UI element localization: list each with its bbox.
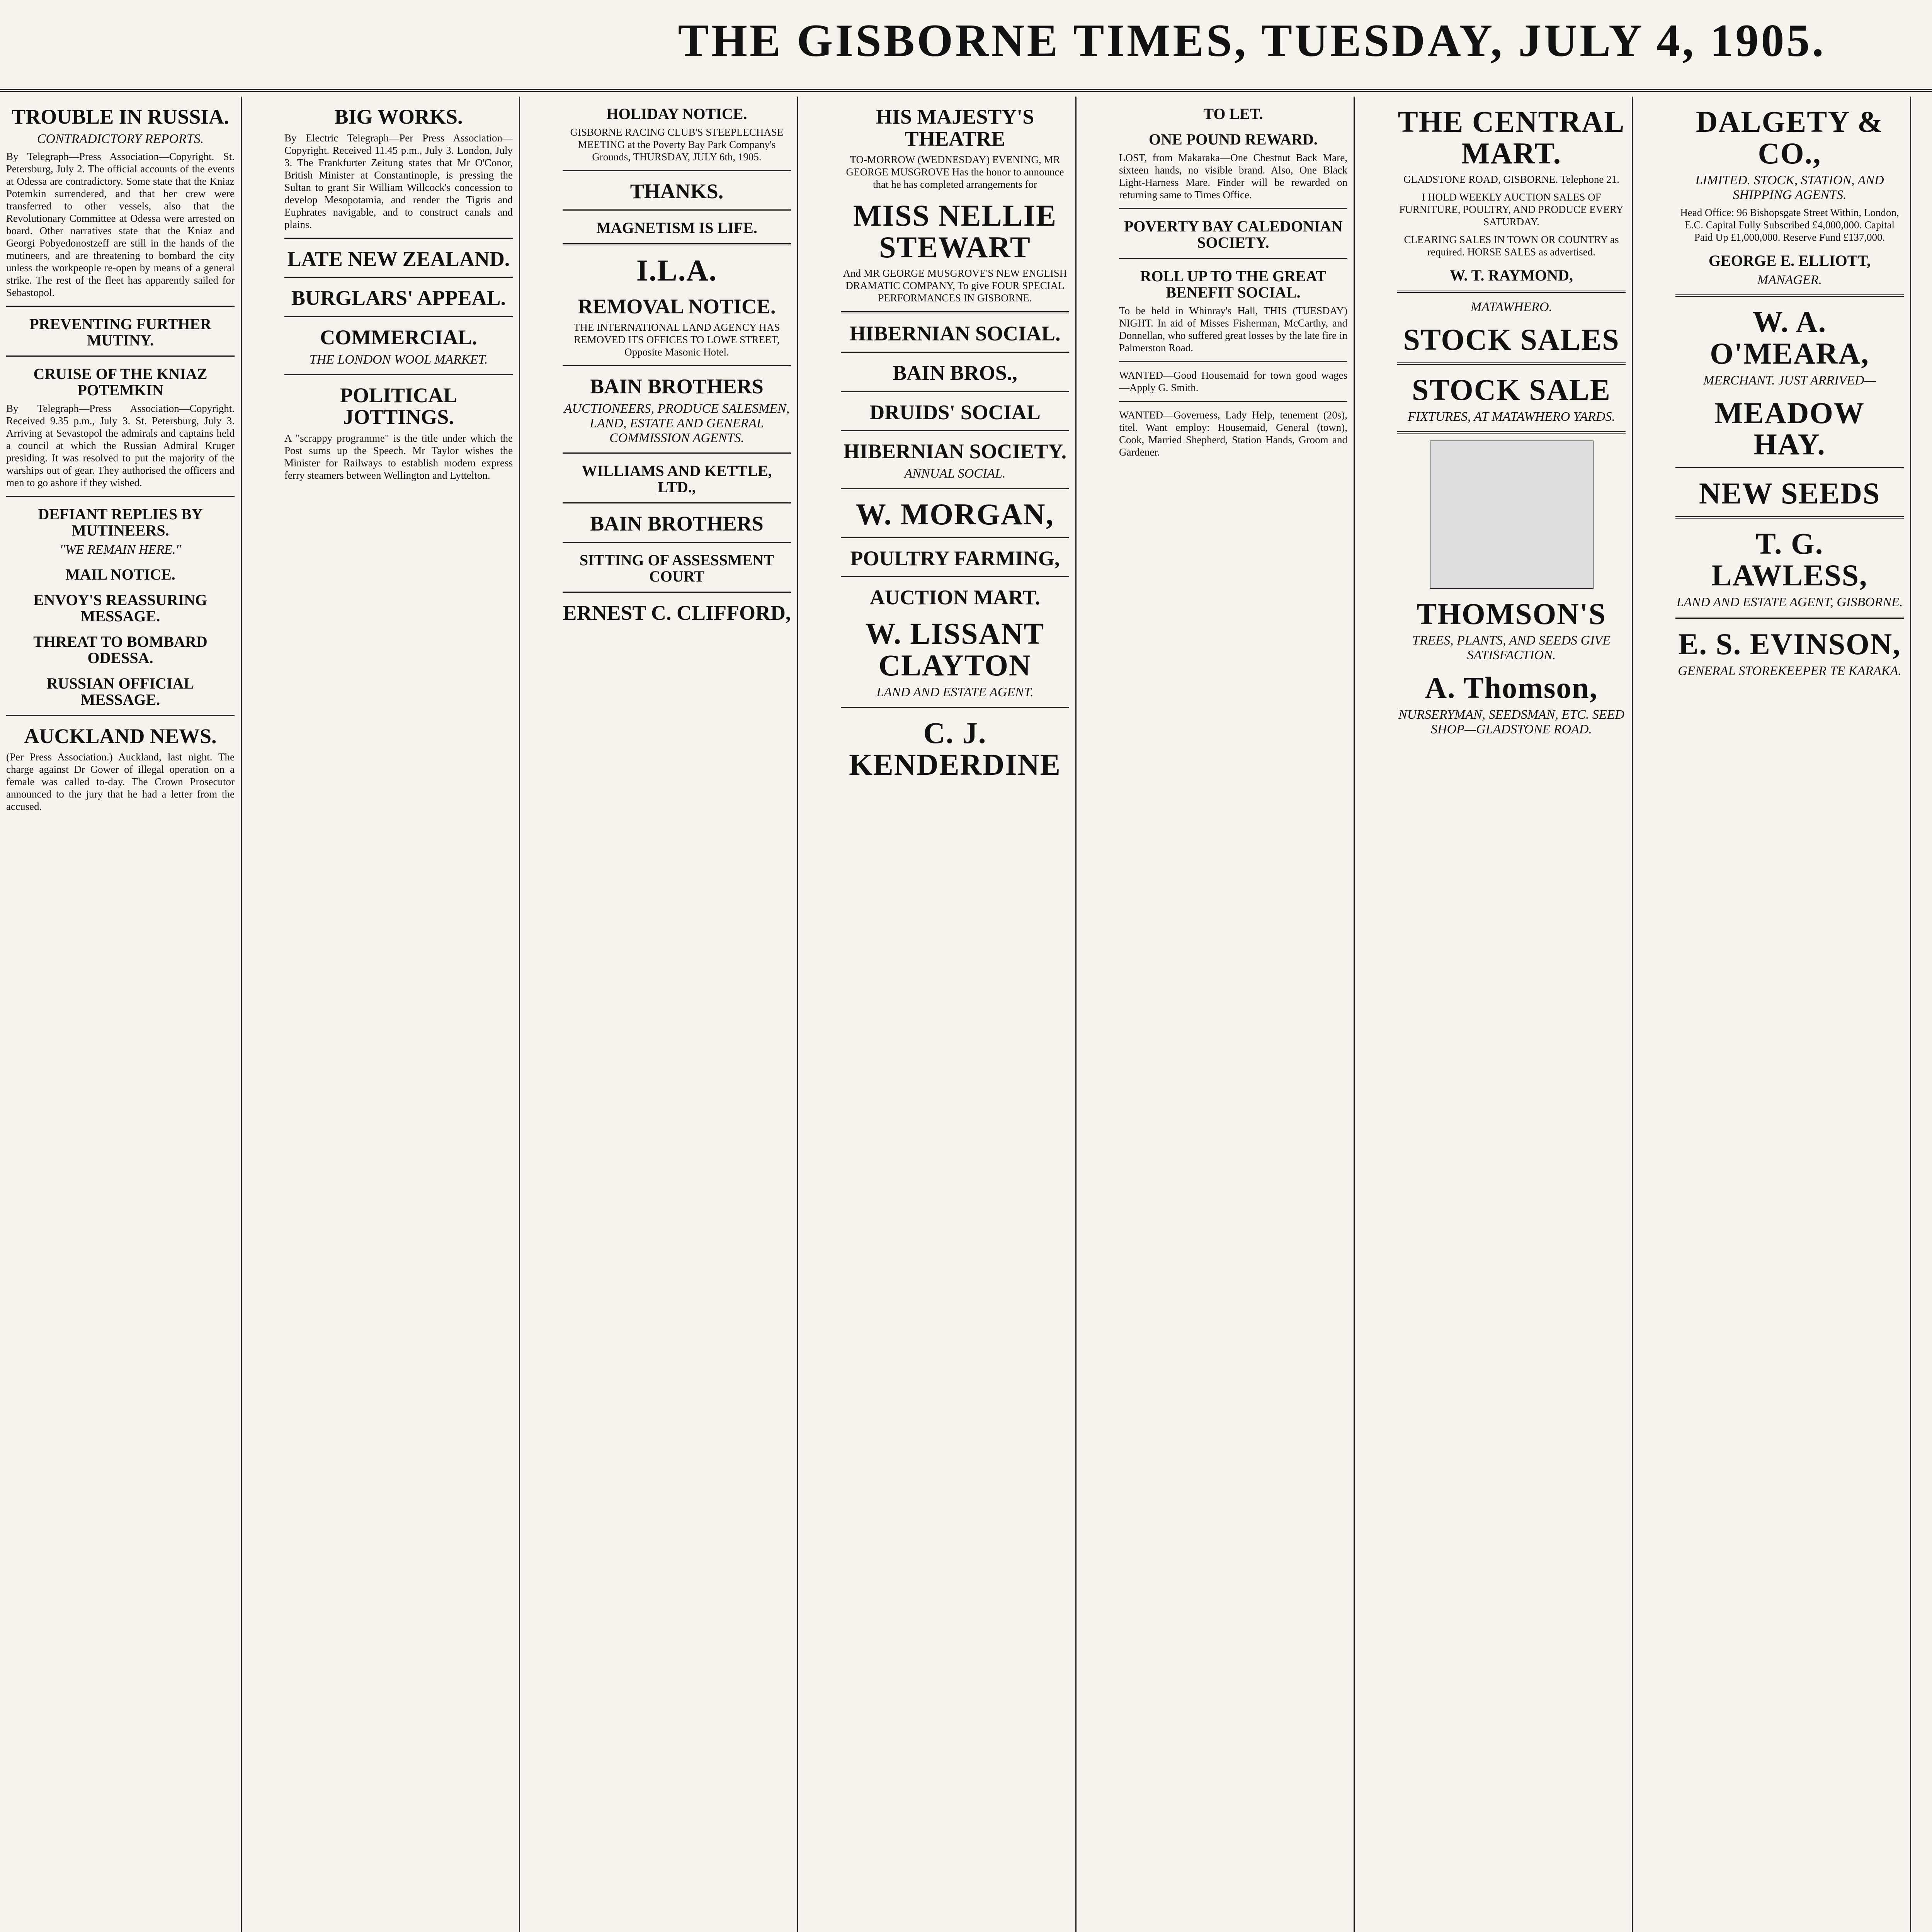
headline: STOCK SALES	[1403, 322, 1620, 356]
divider	[841, 707, 1069, 708]
headline: HIBERNIAN SOCIAL.	[849, 322, 1061, 345]
headline: POVERTY BAY CALEDONIAN SOCIETY.	[1124, 218, 1343, 251]
headline: TO LET.	[1203, 105, 1263, 122]
headline: RUSSIAN OFFICIAL MESSAGE.	[46, 674, 194, 708]
headline: W. A. O'MEARA,	[1710, 304, 1869, 370]
headline: ONE POUND REWARD.	[1149, 131, 1318, 148]
divider	[841, 537, 1069, 538]
headline: ERNEST C. CLIFFORD,	[563, 601, 791, 624]
headline: SITTING OF ASSESSMENT COURT	[579, 551, 774, 585]
column-1	[0, 97, 242, 1932]
divider	[6, 715, 235, 716]
headline: THREAT TO BOMBARD ODESSA.	[33, 633, 207, 667]
article-text: By Telegraph—Press Association—Copyright. St. Petersburg, July 2. The official accounts of the events at Odessa are contradictory. Some state that the Kniaz Potemkin surrendered, and that her crew were transferred to other vessels, also that the Revolutionary Committee at Odessa were arrested on board. Other narratives state that the Kniaz and Georgi Pobyedonostzeff are still in the hands of the mutineers, and are threatening to bombard the city unless the workpeople re-open by means of a general strike. The rest of the fleet has apparently sailed for Sebastopol.	[6, 150, 235, 298]
headline: STOCK SALE	[1412, 372, 1611, 406]
headline: BAIN BROTHERS	[590, 512, 764, 535]
headline: ROLL UP TO THE GREAT BENEFIT SOCIAL.	[1140, 267, 1327, 301]
headline: POULTRY FARMING,	[850, 546, 1060, 570]
article-text: GISBORNE RACING CLUB'S STEEPLECHASE MEETING at the Poverty Bay Park Company's Grounds, THURSDAY, JULY 6th, 1905.	[570, 126, 784, 163]
headline: THE CENTRAL MART.	[1398, 105, 1625, 170]
subheadline: LIMITED. STOCK, STATION, AND SHIPPING AGENTS.	[1695, 173, 1884, 202]
headline: DALGETY & CO.,	[1696, 105, 1884, 170]
divider	[1119, 361, 1347, 362]
subheadline: ANNUAL SOCIAL.	[904, 466, 1006, 481]
headline: W. MORGAN,	[855, 497, 1054, 531]
headline: T. G. LAWLESS,	[1711, 527, 1868, 592]
headline: MISS NELLIE STEWART	[853, 199, 1057, 264]
headline: C. J. KENDERDINE	[849, 716, 1061, 781]
headline: E. S. EVINSON,	[1678, 627, 1901, 661]
headline: BIG WORKS.	[334, 105, 463, 128]
divider	[1397, 291, 1626, 293]
headline: AUCTION MART.	[869, 586, 1041, 609]
divider	[1397, 431, 1626, 434]
subheadline: REMOVAL NOTICE.	[578, 294, 776, 318]
article-text: WANTED—Good Housemaid for town good wages—Apply G. Smith.	[1119, 369, 1347, 393]
article-text: TO-MORROW (WEDNESDAY) EVENING, MR GEORGE MUSGROVE Has the honor to announce that he has completed arrangements for	[846, 154, 1064, 190]
headline: TROUBLE IN RUSSIA.	[12, 105, 229, 128]
divider	[6, 355, 235, 357]
headline: GEORGE E. ELLIOTT,	[1708, 252, 1871, 269]
masthead	[0, 0, 1932, 92]
divider	[841, 576, 1069, 577]
headline: HOLIDAY NOTICE.	[606, 105, 747, 122]
divider	[1675, 294, 1904, 297]
headline: THOMSON'S	[1417, 597, 1606, 631]
illustration	[1430, 440, 1594, 589]
divider	[563, 243, 791, 245]
column-2	[278, 97, 520, 1932]
divider	[1119, 401, 1347, 402]
divider	[284, 316, 513, 317]
headline: DEFIANT REPLIES BY MUTINEERS.	[38, 505, 203, 539]
headline: AUCKLAND NEWS.	[24, 724, 217, 748]
subheadline: MANAGER.	[1757, 272, 1822, 287]
masthead-title: THE GISBORNE TIMES, TUESDAY, JULY 4, 1905.	[678, 15, 1826, 66]
headline: BAIN BROTHERS	[590, 375, 764, 398]
headline: HIS MAJESTY'S THEATRE	[876, 105, 1034, 150]
article-text: I HOLD WEEKLY AUCTION SALES OF FURNITURE, POULTRY, AND PRODUCE EVERY SATURDAY.	[1399, 191, 1624, 228]
divider	[1397, 362, 1626, 365]
subheadline: LAND AND ESTATE AGENT.	[876, 685, 1034, 699]
article-text: By Electric Telegraph—Per Press Association—Copyright. Received 11.45 p.m., July 3. London, July 3. The Frankfurter Zeitung states that Mr O'Conor, British Minister at Constantinople, is pressing the Sultan to grant Sir William Willcock's concession to develop Mesopotamia, and render the Tigris and Euphrates navigable, and to construct canals and plains.	[284, 132, 513, 230]
divider	[841, 352, 1069, 353]
article-text: A "scrappy programme" is the title under which the Post sums up the Speech. Mr Taylor wishes the Minister for Railways to establish modern express ferry steamers between Wellington and Lyttelton.	[284, 432, 513, 481]
headline: THANKS.	[630, 180, 724, 203]
column-6	[1391, 97, 1633, 1932]
article-text: To be held in Whinray's Hall, THIS (TUESDAY) NIGHT. In aid of Misses Fisherman, McCarthy, and Donnellan, who suffered great losses by the late fire in Palmerston Road.	[1119, 305, 1347, 354]
headline: A. Thomson,	[1425, 671, 1598, 705]
headline: PREVENTING FURTHER MUTINY.	[29, 315, 211, 349]
headline: MEADOW HAY.	[1714, 396, 1865, 461]
divider	[284, 277, 513, 278]
divider	[284, 374, 513, 375]
subheadline: FIXTURES, AT MATAWHERO YARDS.	[1408, 409, 1615, 424]
subheadline: CONTRADICTORY REPORTS.	[37, 131, 204, 146]
subheadline: TREES, PLANTS, AND SEEDS GIVE SATISFACTION.	[1412, 633, 1611, 663]
headline: HIBERNIAN SOCIETY.	[843, 440, 1067, 463]
subheadline: "WE REMAIN HERE."	[60, 542, 181, 557]
divider	[563, 502, 791, 503]
headline: BAIN BROS.,	[893, 361, 1017, 384]
signature: W. T. RAYMOND,	[1450, 266, 1573, 284]
divider	[1675, 467, 1904, 468]
divider	[563, 170, 791, 171]
article-text: By Telegraph—Press Association—Copyright. Received 9.35 p.m., July 3. St. Petersburg, July 3. Arriving at Sevastopol the admirals and captains held a council at which the Russian Admiral Kruger presiding. It was resolved to put the majority of the warships out of gear. They authorised the officers and men to go ashore if they wished.	[6, 402, 235, 488]
divider	[563, 452, 791, 454]
headline: MAGNETISM IS LIFE.	[596, 219, 757, 236]
headline: LATE NEW ZEALAND.	[287, 247, 510, 270]
divider	[841, 430, 1069, 431]
divider	[284, 238, 513, 239]
article-text: Head Office: 96 Bishopsgate Street Within, London, E.C. Capital Fully Subscribed £4,000,000. Capital Paid Up £1,000,000. Reserve Fund £137,000.	[1680, 206, 1899, 243]
headline: CRUISE OF THE KNIAZ POTEMKIN	[33, 365, 207, 399]
subheadline: LAND AND ESTATE AGENT, GISBORNE.	[1676, 595, 1903, 610]
column-3	[556, 97, 798, 1932]
divider	[841, 391, 1069, 392]
divider	[841, 311, 1069, 313]
subheadline: MERCHANT. JUST ARRIVED—	[1703, 373, 1876, 388]
article-text: LOST, from Makaraka—One Chestnut Back Mare, sixteen hands, no visible brand. Also, One Black Light-Harness Mare. Finder will be rewarded on returning same to Times Office.	[1119, 152, 1347, 201]
divider	[563, 365, 791, 366]
headline: MAIL NOTICE.	[65, 565, 175, 583]
headline: DRUIDS' SOCIAL	[869, 400, 1041, 424]
divider	[563, 209, 791, 211]
headline: POLITICAL JOTTINGS.	[340, 383, 457, 429]
subheadline: GENERAL STOREKEEPER TE KARAKA.	[1678, 663, 1901, 678]
subheadline: AUCTIONEERS, PRODUCE SALESMEN, LAND, ESTATE AND GENERAL COMMISSION AGENTS.	[564, 401, 790, 445]
divider	[6, 496, 235, 497]
divider	[563, 542, 791, 543]
headline: NEW SEEDS	[1699, 476, 1881, 510]
article-text: And MR GEORGE MUSGROVE'S NEW ENGLISH DRAMATIC COMPANY, To give FOUR SPECIAL PERFORMANCES IN GISBORNE.	[843, 267, 1067, 304]
divider	[1675, 617, 1904, 619]
article-text: THE INTERNATIONAL LAND AGENCY HAS REMOVED ITS OFFICES TO LOWE STREET, Opposite Masonic Hotel.	[573, 321, 780, 358]
subheadline: THE LONDON WOOL MARKET.	[309, 352, 488, 367]
headline: I.L.A.	[636, 253, 718, 287]
column-7	[1669, 97, 1911, 1932]
divider	[563, 592, 791, 593]
article-text: WANTED—Governess, Lady Help, tenement (20s), titel. Want employ: Housemaid, General (town), Cook, Married Shepherd, Station Hands, Groom and Gardener.	[1119, 409, 1347, 458]
headline: ENVOY'S REASSURING MESSAGE.	[33, 591, 207, 625]
headline: W. LISSANT CLAYTON	[865, 617, 1045, 682]
headline: BURGLARS' APPEAL.	[291, 286, 506, 310]
column-5	[1113, 97, 1355, 1932]
subheadline: MATAWHERO.	[1470, 299, 1553, 314]
divider	[1119, 258, 1347, 259]
divider	[6, 306, 235, 307]
subheadline: NURSERYMAN, SEEDSMAN, ETC. SEED SHOP—GLADSTONE ROAD.	[1398, 707, 1624, 737]
divider	[1675, 516, 1904, 519]
article-text: GLADSTONE ROAD, GISBORNE. Telephone 21.	[1403, 173, 1619, 185]
article-text: (Per Press Association.) Auckland, last night. The charge against Dr Gower of illegal operation on a female was called to-day. The Crown Prosecutor announced to the jury that he had a letter from the accused.	[6, 751, 235, 813]
headline: WILLIAMS AND KETTLE, LTD.,	[582, 462, 772, 496]
article-text: CLEARING SALES IN TOWN OR COUNTRY as required. HORSE SALES as advertised.	[1404, 233, 1619, 258]
divider	[1119, 208, 1347, 209]
column-4	[835, 97, 1077, 1932]
headline: COMMERCIAL.	[320, 326, 477, 349]
divider	[841, 488, 1069, 489]
